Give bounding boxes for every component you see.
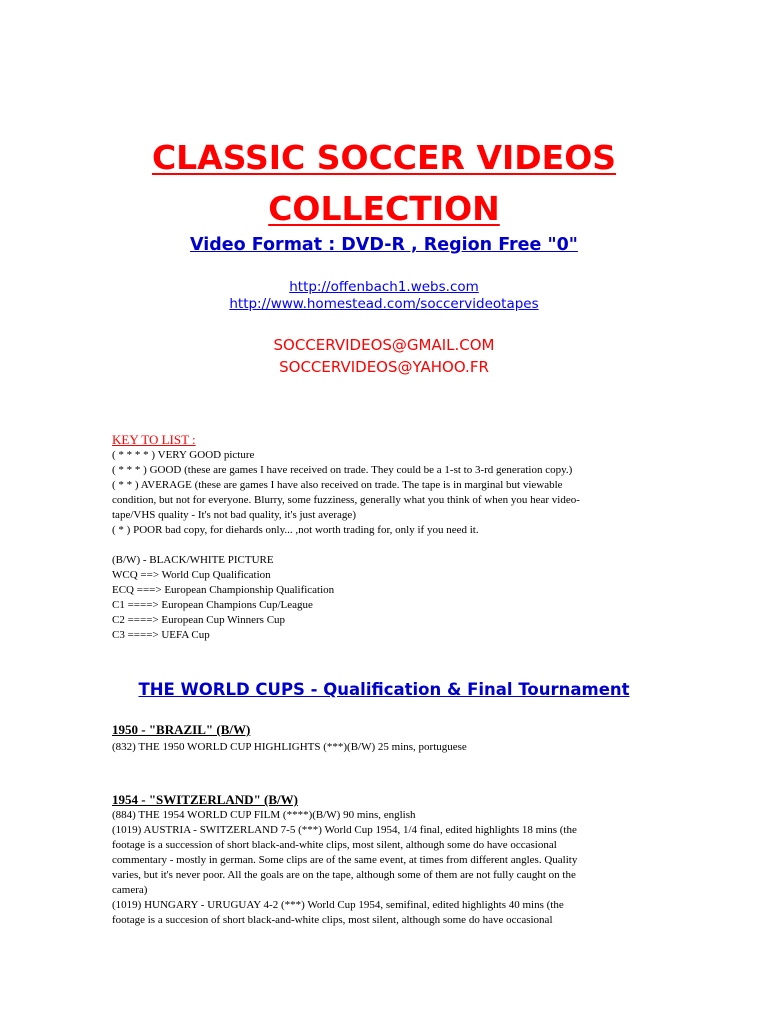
list-item: footage is a succession of short black-and-white clips, most silent, although some do have occasional <box>112 839 557 851</box>
year-heading-1950: 1950 - "BRAZIL" (B/W) <box>112 722 251 737</box>
list-item: (884) THE 1954 WORLD CUP FILM (****)(B/W) 90 mins, english <box>112 809 416 821</box>
entries-1950 <box>112 740 672 755</box>
website-link-webs[interactable]: http://offenbach1.webs.com <box>289 279 479 295</box>
abbreviation-c2: C2 ====> European Cup Winners Cup <box>112 614 286 626</box>
abbreviation-ecq: ECQ ===> European Championship Qualification <box>112 584 335 596</box>
rating-line-average-cont-1: condition, but not for everyone. Blurry, some fuzziness, generally what you think of when you hear video- <box>112 494 580 506</box>
website-link-homestead[interactable]: http://www.homestead.com/soccervideotapes <box>229 296 539 312</box>
year-heading-1954: 1954 - "SWITZERLAND" (B/W) <box>112 792 298 807</box>
key-to-list-heading: KEY TO LIST : <box>112 432 196 447</box>
abbreviation-c1: C1 ====> European Champions Cup/League <box>112 599 313 611</box>
email-yahoo: SOCCERVIDEOS@YAHOO.FR <box>279 358 489 376</box>
list-item: (1019) HUNGARY - URUGUAY 4-2 (***) World Cup 1954, semifinal, edited highlights 40 mins (the <box>112 899 564 911</box>
abbreviation-wcq: WCQ ==> World Cup Qualification <box>112 569 271 581</box>
document-title-line-1: CLASSIC SOCCER VIDEOS <box>151 138 617 177</box>
rating-line-very-good: ( * * * * ) VERY GOOD picture <box>112 449 255 461</box>
list-item: commentary - mostly in german. Some clips are of the same event, at times from different angles. Quality <box>112 854 578 866</box>
rating-line-good: ( * * * ) GOOD (these are games I have received on trade. They could be a 1-st to 3-rd generation copy.) <box>112 464 573 476</box>
list-item: (1019) AUSTRIA - SWITZERLAND 7-5 (***) World Cup 1954, 1/4 final, edited highlights 18 mins (the <box>112 824 577 836</box>
list-item: footage is a succesion of short black-and-white clips, most silent, although some do have occasional <box>112 914 553 926</box>
rating-line-average-cont-2: tape/VHS quality - It's not bad quality, it's just average) <box>112 509 356 521</box>
world-cups-section-heading: THE WORLD CUPS - Qualification & Final Tournament <box>138 680 630 699</box>
list-item: camera) <box>112 884 148 896</box>
rating-line-poor: ( * ) POOR bad copy, for diehards only... ,not worth trading for, only if you need it. <box>112 524 479 536</box>
abbreviation-c3: C3 ====> UEFA Cup <box>112 629 210 641</box>
abbreviation-bw: (B/W) - BLACK/WHITE PICTURE <box>112 554 274 566</box>
abbreviation-list <box>112 553 672 643</box>
document-title-line-2: COLLECTION <box>268 189 500 228</box>
key-rating-list <box>112 448 672 538</box>
email-gmail: SOCCERVIDEOS@GMAIL.COM <box>273 336 495 354</box>
rating-line-average: ( * * ) AVERAGE (these are games I have also received on trade. The tape is in marginal but viewable <box>112 479 563 491</box>
list-item: (832) THE 1950 WORLD CUP HIGHLIGHTS (***)(B/W) 25 mins, portuguese <box>112 741 467 753</box>
list-item: varies, but it's never poor. All the goals are on the tape, although some of them are not fully caught on the <box>112 869 576 881</box>
video-format-subtitle: Video Format : DVD-R , Region Free "0" <box>190 235 578 255</box>
entries-1954 <box>112 808 672 928</box>
